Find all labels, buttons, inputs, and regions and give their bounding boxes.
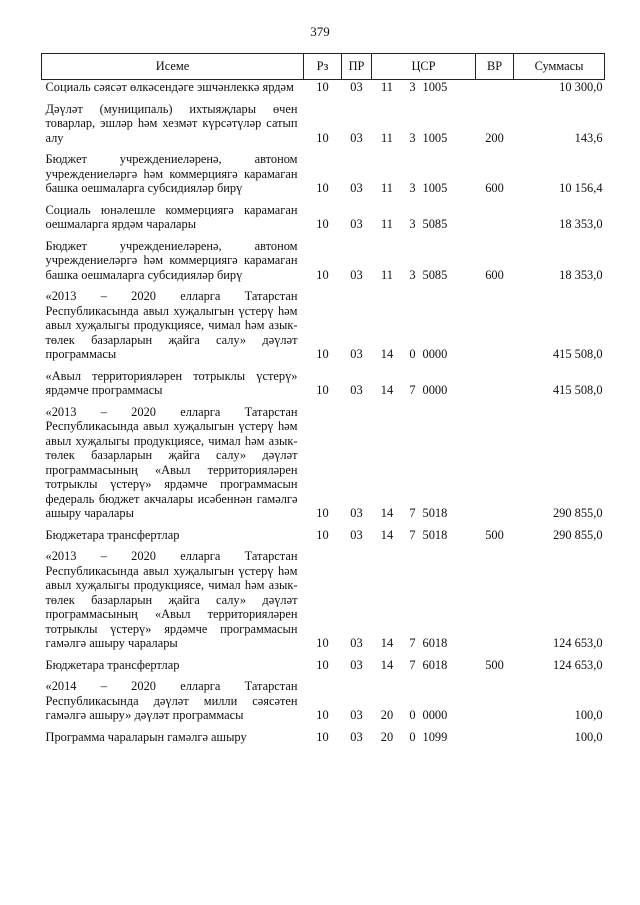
row-csr-code: 1005 — [422, 130, 448, 145]
row-name: «2013 – 2020 елларга Татарстан Республикасында авыл хуҗалыгын үстерү һәм авыл хуҗалыгы продукциясе, чимал һәм азык-төлек базарларын җайга салу» дәүләт программасының «Авыл территорияләрен тотрыклы үстерү» ярдәмче программасын федераль бюджет акчалары исәбеннән гамәлгә ашыру чаралары — [45, 404, 298, 520]
row-vr — [476, 289, 514, 369]
row-csr-target: 14 — [380, 657, 394, 672]
row-csr-target: 14 — [380, 383, 394, 397]
row-csr-target: 20 — [380, 708, 394, 722]
row-rz: 10 — [316, 636, 329, 650]
row-csr-target: 14 — [380, 636, 394, 650]
row-name: Социаль сәясәт өлкәсендәге эшчәнлеккә ярдәм — [45, 80, 294, 94]
row-pr: 03 — [350, 181, 363, 195]
header-csr: ЦСР — [372, 54, 476, 80]
row-csr-subprogram: 7 — [409, 657, 416, 672]
row-rz: 10 — [316, 130, 329, 145]
row-vr: 600 — [485, 181, 504, 195]
row-vr: 500 — [485, 657, 504, 672]
row-pr: 03 — [350, 347, 363, 361]
row-csr-target: 14 — [380, 347, 394, 361]
row-name: «2013 – 2020 елларга Татарстан Республикасында авыл хуҗалыгын үстерү һәм авыл хуҗалыгы продукциясе, чимал һәм азык-төлек базарларын җайга салу» дәүләт программасының «Авыл территорияләрен тотрыклы үстерү» ярдәмче программасын гамәлгә ашыру чаралары — [45, 549, 298, 650]
row-sum: 10 156,4 — [559, 181, 603, 195]
row-csr-target: 11 — [381, 181, 393, 195]
row-csr-subprogram: 7 — [409, 527, 416, 542]
row-csr-code: 0000 — [422, 347, 448, 361]
row-csr-subprogram: 3 — [409, 181, 416, 195]
row-pr: 03 — [350, 130, 363, 145]
table-row — [42, 102, 605, 153]
row-pr: 03 — [350, 80, 363, 94]
table-row — [42, 549, 605, 658]
row-sum: 124 653,0 — [552, 636, 603, 650]
row-pr: 03 — [350, 383, 363, 397]
row-vr — [476, 730, 514, 752]
table-row — [42, 80, 605, 102]
row-name: «2014 – 2020 елларга Татарстан Республикасында дәүләт милли сәясәтен гамәлгә ашыру» дәүләт программасы — [45, 679, 298, 722]
table-row — [42, 679, 605, 730]
row-vr: 200 — [485, 130, 504, 145]
row-csr-subprogram: 3 — [409, 267, 416, 282]
table-row — [42, 369, 605, 405]
row-pr: 03 — [350, 708, 363, 722]
row-rz: 10 — [316, 267, 329, 282]
row-pr: 03 — [350, 636, 363, 650]
row-vr — [476, 369, 514, 405]
row-vr — [476, 203, 514, 239]
table-row — [42, 203, 605, 239]
row-csr-target: 11 — [381, 217, 393, 231]
row-csr-subprogram: 7 — [409, 636, 416, 650]
row-csr-code: 5085 — [422, 267, 448, 282]
header-rz: Рз — [304, 54, 342, 80]
row-sum: 143,6 — [574, 130, 603, 145]
row-name: Бюджетара трансфертлар — [45, 657, 180, 672]
row-rz: 10 — [316, 217, 329, 231]
table-row — [42, 239, 605, 290]
row-rz: 10 — [316, 181, 329, 195]
row-vr — [476, 405, 514, 528]
row-csr-code: 5018 — [422, 527, 448, 542]
row-csr-subprogram: 0 — [409, 708, 416, 722]
row-name: Социаль юнәлешле коммерциягә карамаган оешмаларга ярдәм чаралары — [45, 202, 298, 231]
row-rz: 10 — [316, 506, 329, 520]
header-pr: ПР — [342, 54, 372, 80]
row-pr: 03 — [350, 267, 363, 282]
row-csr-code: 6018 — [422, 657, 448, 672]
row-vr: 600 — [485, 267, 504, 282]
budget-table — [41, 53, 605, 751]
row-csr-target: 14 — [380, 506, 394, 520]
table-row — [42, 289, 605, 369]
row-name: Бюджет учреждениеләренә, автоном учреждениеләргә һәм коммерциягә карамаган башка оешмаларга субсидияләр бирү — [45, 238, 298, 282]
row-csr-code: 5018 — [422, 506, 448, 520]
row-sum: 290 855,0 — [552, 506, 603, 520]
row-sum: 415 508,0 — [552, 347, 603, 361]
row-csr-subprogram: 3 — [409, 130, 416, 145]
row-pr: 03 — [350, 217, 363, 231]
row-rz: 10 — [316, 657, 329, 672]
row-rz: 10 — [316, 527, 329, 542]
row-csr-code: 0000 — [422, 708, 448, 722]
row-pr: 03 — [350, 657, 363, 672]
row-sum: 290 855,0 — [552, 527, 603, 542]
row-sum: 100,0 — [574, 729, 603, 744]
header-vr: ВР — [476, 54, 514, 80]
row-csr-code: 1099 — [422, 729, 448, 744]
row-vr: 500 — [485, 527, 504, 542]
row-csr-code: 6018 — [422, 636, 448, 650]
row-csr-subprogram: 3 — [409, 217, 416, 231]
row-csr-subprogram: 0 — [409, 729, 416, 744]
row-csr-code: 0000 — [422, 383, 448, 397]
row-vr — [476, 679, 514, 730]
row-name: Программа чараларын гамәлгә ашыру — [45, 729, 247, 744]
row-pr: 03 — [350, 527, 363, 542]
row-csr-subprogram: 7 — [409, 383, 416, 397]
page-number: 379 — [310, 24, 330, 39]
table-row — [42, 730, 605, 752]
row-csr-code: 5085 — [422, 217, 448, 231]
row-name: Дәүләт (муниципаль) ихтыяҗлары өчен товарлар, эшләр һәм хезмәт күрсәтүләр сатып алу — [45, 101, 298, 145]
row-name: «Авыл территорияләрен тотрыклы үстерү» ярдәмче программасы — [45, 368, 298, 397]
row-sum: 415 508,0 — [552, 383, 603, 397]
row-csr-target: 11 — [381, 80, 393, 94]
row-rz: 10 — [316, 383, 329, 397]
row-sum: 100,0 — [574, 708, 603, 722]
row-rz: 10 — [316, 708, 329, 722]
row-name: Бюджет учреждениеләренә, автоном учреждениеләргә һәм коммерциягә карамаган башка оешмаларга субсидияләр бирү — [45, 152, 298, 195]
row-rz: 10 — [316, 729, 329, 744]
row-sum: 10 300,0 — [559, 80, 603, 94]
row-name: Бюджетара трансфертлар — [45, 527, 180, 542]
row-csr-target: 11 — [381, 130, 393, 145]
row-csr-subprogram: 7 — [409, 506, 416, 520]
row-vr — [476, 549, 514, 658]
table-row — [42, 405, 605, 528]
table-row — [42, 152, 605, 203]
table-row — [42, 658, 605, 680]
header-name: Исеме — [42, 54, 304, 80]
row-rz: 10 — [316, 347, 329, 361]
row-csr-target: 11 — [381, 267, 393, 282]
row-sum: 18 353,0 — [559, 267, 603, 282]
header-sum: Суммасы — [514, 54, 605, 80]
table-body — [42, 80, 605, 752]
row-csr-subprogram: 3 — [409, 80, 416, 94]
table-row — [42, 528, 605, 550]
row-csr-code: 1005 — [422, 80, 448, 94]
row-rz: 10 — [316, 80, 329, 94]
row-csr-target: 14 — [380, 527, 394, 542]
row-csr-subprogram: 0 — [409, 347, 416, 361]
row-name: «2013 – 2020 елларга Татарстан Республикасында авыл хуҗалыгын үстерү һәм авыл хуҗалыгы продукциясе, чимал һәм азык-төлек базарларын җайга салу» дәүләт программасы — [45, 289, 298, 361]
row-sum: 18 353,0 — [559, 217, 603, 231]
row-sum: 124 653,0 — [552, 657, 603, 672]
table-header — [42, 54, 605, 80]
row-csr-target: 20 — [380, 729, 394, 744]
row-csr-code: 1005 — [422, 181, 448, 195]
row-pr: 03 — [350, 506, 363, 520]
row-pr: 03 — [350, 729, 363, 744]
row-vr — [476, 80, 514, 102]
